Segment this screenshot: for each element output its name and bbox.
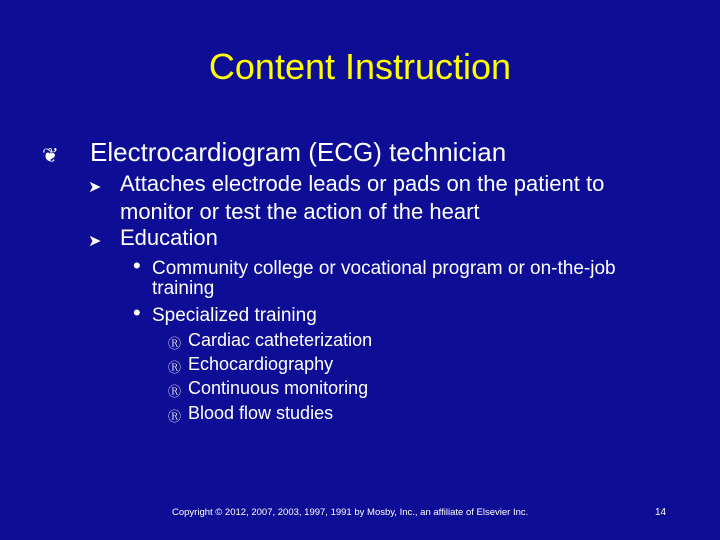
page-number: 14 [655, 507, 667, 518]
registered-bullet-icon: Ⓡ [168, 336, 182, 351]
fleur-icon: ❦ [42, 145, 59, 167]
copyright-footer: Copyright © 2012, 2007, 2003, 1997, 1991 by Mosby, Inc., an affiliate of Elsevier Inc. [172, 507, 529, 518]
dot-bullet-icon: • [133, 300, 141, 325]
level3-item: Community college or vocational program or on-the-job training [152, 258, 616, 299]
dot-bullet-icon: • [133, 253, 141, 278]
registered-bullet-icon: Ⓡ [168, 360, 182, 375]
arrow-bullet-icon: ➤ [88, 179, 102, 196]
level2-item: Education [120, 225, 218, 250]
level1-item: Electrocardiogram (ECG) technician [90, 137, 507, 167]
level3-item: Specialized training [152, 305, 317, 326]
level2-item: Attaches electrode leads or pads on the patient to monitor or test the action of the heart [120, 171, 605, 224]
level4-item: Blood flow studies [188, 403, 334, 423]
registered-bullet-icon: Ⓡ [168, 384, 182, 399]
arrow-bullet-icon: ➤ [88, 233, 102, 250]
level4-item: Echocardiography [188, 354, 334, 374]
registered-bullet-icon: Ⓡ [168, 409, 182, 424]
level4-item: Continuous monitoring [188, 378, 369, 398]
slide-title: Content Instruction [208, 46, 512, 87]
level4-item: Cardiac catheterization [188, 330, 373, 350]
